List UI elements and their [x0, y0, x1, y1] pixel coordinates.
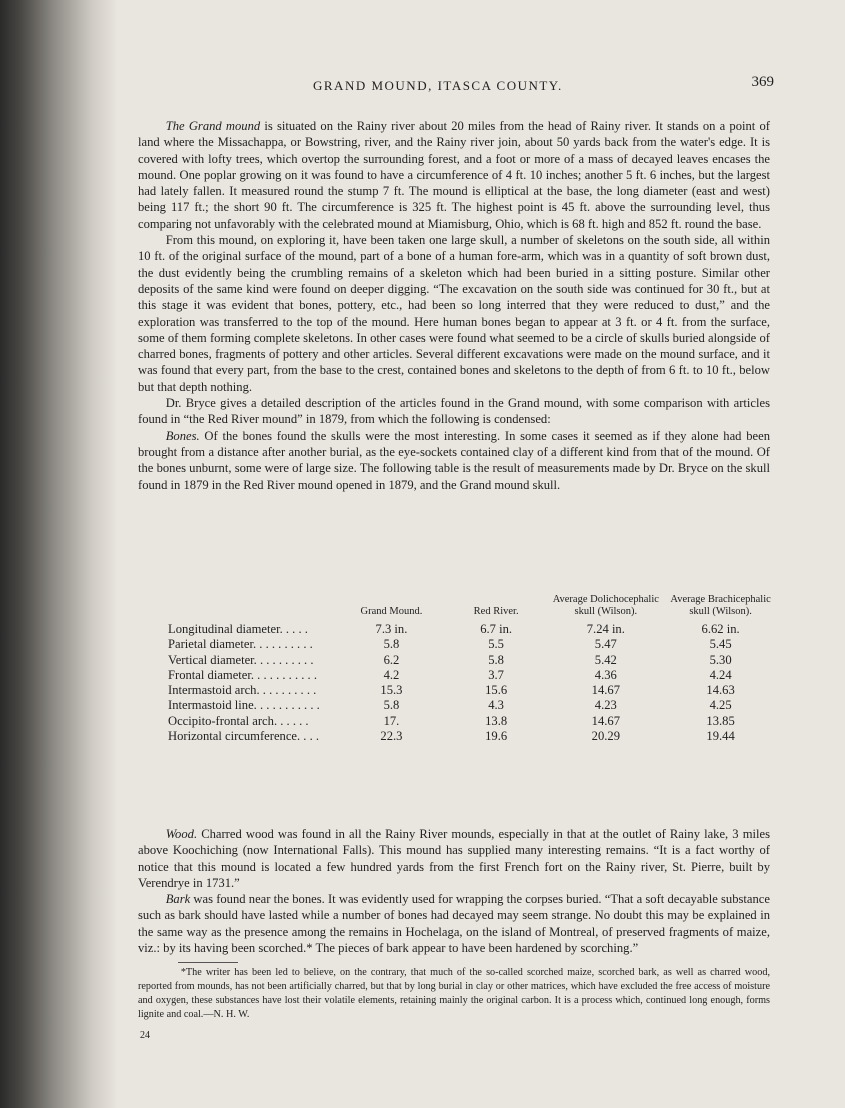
- header-label: [168, 594, 339, 622]
- table-row: [168, 637, 778, 652]
- paragraph-bones: [138, 428, 770, 493]
- lead-bones: Bones.: [165, 428, 200, 443]
- cell-label: Occipito-frontal arch. . . . . .: [168, 713, 309, 728]
- paragraph-bark: [138, 891, 770, 956]
- page-number: 369: [751, 74, 774, 90]
- footnote-text: *The writer has been led to believe, on the contrary, that much of the so-called scorched maize, scorched bark, as well as charred wood, reported from mounds, has not been artificially charred, but that by long burial in clay or other matrices, which have excluded the free access of moisture and oxygen, these substances have lost their volatile elements, retaining mainly the original carbon. It is a process which, continued long enough, forms lignite and coal.—N. H. W.: [138, 967, 770, 1020]
- cell-label: Horizontal circumference. . . .: [168, 729, 320, 744]
- table-row: [168, 698, 778, 713]
- paragraph-bones-text: Of the bones found the skulls were the most interesting. In some cases it seemed as if they alone had been brought from a distance after another burial, as the eye-sockets contained clay of a different kind from that of the mound. Of the bones unburnt, some were of large size. The following table is the result of measurements made by Dr. Bryce on the skull found in 1879 in the Red River mound opened in 1879, and the Grand mound skull.: [138, 428, 770, 492]
- cell-dolicho: 5.47: [594, 637, 617, 652]
- table-header-row: [168, 594, 778, 622]
- cell-grand: 5.8: [383, 698, 400, 713]
- book-page: [118, 0, 818, 1108]
- paragraph-bark-text: was found near the bones. It was evidently used for wrapping the corpses buried. “That a soft decayable substance such as bark should have lasted while a number of bones had decayed may seem strange. No doubt this may be explained in the same way as the presence among the remains in Hochelaga, on the island of Montreal, of preserved fragments of maize, viz.: by its having been scorched.* The pieces of bark appear to have been hardened by scorching.”: [138, 892, 770, 956]
- table-row: [168, 683, 778, 698]
- header-red-river: Red River.: [473, 606, 519, 617]
- cell-brachy: 5.30: [709, 652, 732, 667]
- running-title: GRAND MOUND, ITASCA COUNTY.: [313, 78, 563, 93]
- cell-dolicho: 5.42: [594, 652, 617, 667]
- paragraph-wood-text: Charred wood was found in all the Rainy River mounds, especially in that at the outlet of Rainy lake, 3 miles above Koochiching (now International Falls). This mound has supplied many interesting remains. “It is a fact worthy of notice that this mound is located a few hundred yards from the first French fort on the Rainy river, St. Pierre, built by Verendrye in 1731.”: [138, 827, 770, 890]
- footnote: [138, 966, 770, 1022]
- header-dolichocephalic: Average Dolichocephalic skull (Wilson).: [552, 594, 659, 617]
- cell-grand: 7.3 in.: [375, 622, 408, 636]
- cell-brachy: 19.44: [706, 729, 735, 744]
- lead-wood: Wood.: [165, 827, 198, 841]
- cell-dolicho: 7.24 in.: [586, 622, 625, 636]
- cell-red: 5.5: [488, 637, 504, 652]
- paragraph-wood: [138, 826, 770, 891]
- header-grand-mound: Grand Mound.: [360, 606, 423, 617]
- cell-red: 19.6: [485, 729, 508, 744]
- cell-grand: 15.3: [380, 683, 403, 698]
- paragraph-grand-mound-text: is situated on the Rainy river about 20 miles from the head of Rainy river. It stands on a point of land where the Missachappa, or Bowstring, river, and the Rainy river join, about 50 yards back from the water's edge. It is covered with lofty trees, which overtop the surrounding forest, and a foot or more of a mass of decayed leaves encases the mound. One poplar growing on it was found to have a circumference of 4 ft. 10 inches; another 5 ft. 6 inches, but the largest had lately fallen. It measured round the stump 7 ft. The mound is elliptical at the base, the long diameter (east and west) being 117 ft.; the short 90 ft. The circumference is 325 ft. The highest point is 45 ft. above the surrounding level, thus comparing not unfavorably with the celebrated mound at Miamisburg, Ohio, which is 68 ft. high and 852 ft. round the base.: [138, 119, 771, 231]
- cell-red: 13.8: [485, 713, 508, 728]
- cell-label: Frontal diameter. . . . . . . . . . .: [168, 667, 318, 682]
- footnote-rule: [178, 962, 238, 963]
- cell-brachy: 6.62 in.: [701, 622, 740, 636]
- cell-brachy: 4.24: [709, 667, 732, 682]
- book-gutter-shadow: [0, 0, 118, 1108]
- cell-dolicho: 4.36: [594, 667, 617, 682]
- cell-label: Intermastoid line. . . . . . . . . . .: [168, 698, 320, 713]
- header-brachicephalic: Average Brachicephalic skull (Wilson).: [670, 594, 771, 617]
- cell-dolicho: 20.29: [591, 729, 620, 744]
- table-row: [168, 714, 778, 729]
- cell-label: Vertical diameter. . . . . . . . . .: [168, 652, 314, 667]
- cell-red: 6.7 in.: [480, 622, 513, 636]
- cell-grand: 17.: [383, 713, 400, 728]
- body-text: [138, 118, 770, 493]
- cell-grand: 22.3: [380, 729, 403, 744]
- paragraph-exploration: From this mound, on exploring it, have been taken one large skull, a number of skeletons on the south side, all within 10 ft. of the original surface of the mound, part of a bone of a human fore-arm, which was in a quantity of soft brown dust, the dust evidently being the crumbling remains of a skeleton which had been buried in a sitting posture. Similar other deposits of the same kind were found on deeper digging. “The excavation on the south side was continued for 30 ft., but at this stage it was evident that bones, pottery, etc., had been so long interred that they were reduced to dust,” and the exploration was transferred to the top of the mound. Here human bones began to appear at 3 ft. or 4 ft. from the surface, some of them forming complete skeletons. In other cases were found what seemed to be a circle of skulls buried alongside of charred bones, fragments of pottery and other articles. Several different excavations were made on the mound surface, and it was found that every part, from the base to the crest, contained bones and skeletons to the depth of from 6 ft. to 10 ft., below but that depth nothing.: [138, 233, 770, 394]
- signature-mark: 24: [140, 1030, 150, 1041]
- table-row: [168, 668, 778, 683]
- cell-dolicho: 14.67: [591, 713, 620, 728]
- cell-grand: 5.8: [383, 637, 400, 652]
- cell-label: Longitudinal diameter. . . . .: [168, 622, 308, 636]
- cell-grand: 6.2: [383, 652, 400, 667]
- cell-brachy: 13.85: [706, 713, 735, 728]
- cell-dolicho: 14.67: [591, 683, 620, 698]
- cell-red: 15.6: [485, 683, 508, 698]
- paragraph-dr-bryce: Dr. Bryce gives a detailed description of the articles found in the Grand mound, with some comparison with articles found in “the Red River mound” in 1879, from which the following is condensed:: [138, 396, 770, 427]
- cell-red: 3.7: [488, 667, 504, 682]
- cell-brachy: 14.63: [706, 683, 735, 698]
- lead-bark: Bark: [165, 892, 191, 907]
- body-text-after-table: [138, 826, 770, 956]
- cell-label: Parietal diameter. . . . . . . . . .: [168, 637, 313, 652]
- table-row: [168, 653, 778, 668]
- skull-measurement-table: [168, 594, 778, 744]
- cell-red: 5.8: [488, 652, 504, 667]
- table-row: [168, 729, 778, 744]
- paragraph-grand-mound: [138, 118, 770, 232]
- cell-red: 4.3: [488, 698, 504, 713]
- cell-brachy: 4.25: [709, 698, 732, 713]
- lead-grand-mound: The Grand mound: [165, 119, 261, 133]
- table-row: [168, 622, 778, 637]
- cell-dolicho: 4.23: [594, 698, 617, 713]
- cell-brachy: 5.45: [709, 637, 732, 652]
- cell-grand: 4.2: [383, 667, 400, 682]
- cell-label: Intermastoid arch. . . . . . . . . .: [168, 683, 317, 698]
